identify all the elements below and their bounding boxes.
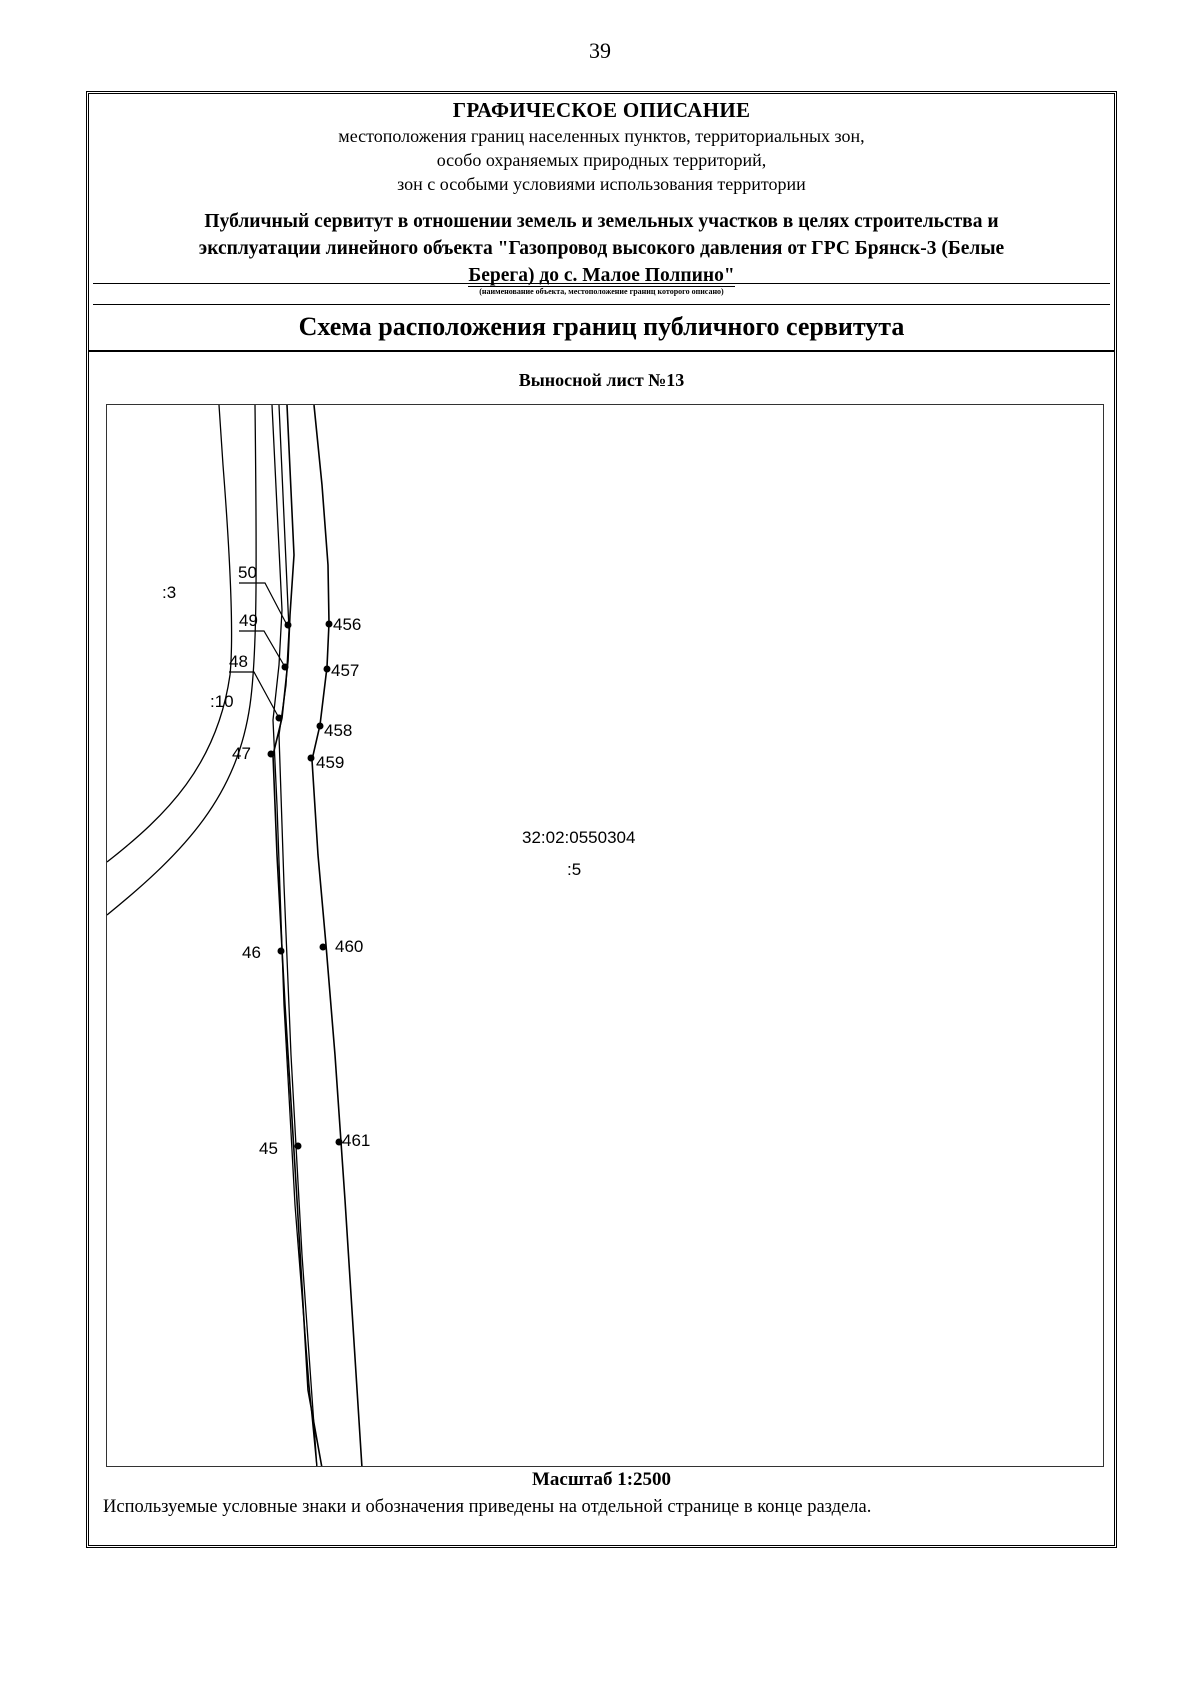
label-cadastral-block: 32:02:0550304	[522, 828, 636, 847]
point-45	[295, 1143, 302, 1150]
label-point-49: 49	[239, 611, 258, 630]
point-460	[320, 944, 327, 951]
object-name-line-3-text: Берега) до с. Малое Полпино"	[468, 265, 735, 286]
point-48	[276, 715, 283, 722]
scheme-title: Схема расположения границ публичного сервитута	[298, 312, 905, 341]
point-47	[268, 751, 275, 758]
map-area	[106, 404, 1104, 1467]
point-49	[282, 664, 289, 671]
point-456	[326, 621, 333, 628]
sheet-title: Выносной лист №13	[518, 370, 685, 390]
label-point-458: 458	[324, 721, 353, 740]
object-caption: (наименование объекта, местоположение границ которого описано)	[479, 287, 724, 296]
label-parcel-5: :5	[567, 860, 582, 879]
label-parcel-3: :3	[162, 583, 177, 602]
point-46	[278, 948, 285, 955]
leader-48	[229, 672, 279, 718]
header-block	[89, 94, 1114, 352]
point-50	[285, 622, 292, 629]
parcel-boundary-left	[272, 405, 317, 1467]
object-underline-rule	[93, 283, 1110, 284]
road-left-edge	[107, 405, 232, 862]
point-457	[324, 666, 331, 673]
label-parcel-10: :10	[210, 692, 234, 711]
label-point-48: 48	[229, 652, 248, 671]
label-point-456: 456	[333, 615, 362, 634]
label-point-457: 457	[331, 661, 360, 680]
document-frame	[86, 91, 1117, 1548]
label-point-459: 459	[316, 753, 345, 772]
label-point-460: 460	[335, 937, 364, 956]
object-name-line-3	[129, 262, 1074, 289]
header-subtitle-line-1: местоположения границ населенных пунктов, территориальных зон,	[338, 126, 865, 146]
point-459	[308, 755, 315, 762]
label-point-47: 47	[232, 744, 251, 763]
object-name	[129, 208, 1074, 289]
parcel-boundary-left-inner	[279, 405, 317, 1467]
object-name-line-2: эксплуатации линейного объекта "Газопровод высокого давления от ГРС Брянск-3 (Белые	[198, 238, 1005, 259]
header-subtitle-line-3: зон с особыми условиями использования территории	[397, 174, 806, 194]
label-point-45: 45	[259, 1139, 278, 1158]
servitude-boundary-right	[312, 405, 362, 1467]
scheme-divider-rule	[93, 304, 1110, 305]
point-458	[317, 723, 324, 730]
page-number: 39	[589, 38, 611, 63]
servitude-map	[107, 405, 1104, 1467]
label-point-461: 461	[342, 1131, 371, 1150]
label-point-50: 50	[238, 563, 257, 582]
header-title: ГРАФИЧЕСКОЕ ОПИСАНИЕ	[452, 98, 751, 122]
header-subtitle-line-2: особо охраняемых природных территорий,	[436, 150, 767, 170]
map-scale: Масштаб 1:2500	[531, 1469, 672, 1490]
legend-note: Используемые условные знаки и обозначения приведены на отдельной странице в конце раздела.	[103, 1497, 872, 1517]
label-point-46: 46	[242, 943, 261, 962]
object-name-line-1: Публичный сервитут в отношении земель и земельных участков в целях строительства и	[204, 211, 999, 232]
